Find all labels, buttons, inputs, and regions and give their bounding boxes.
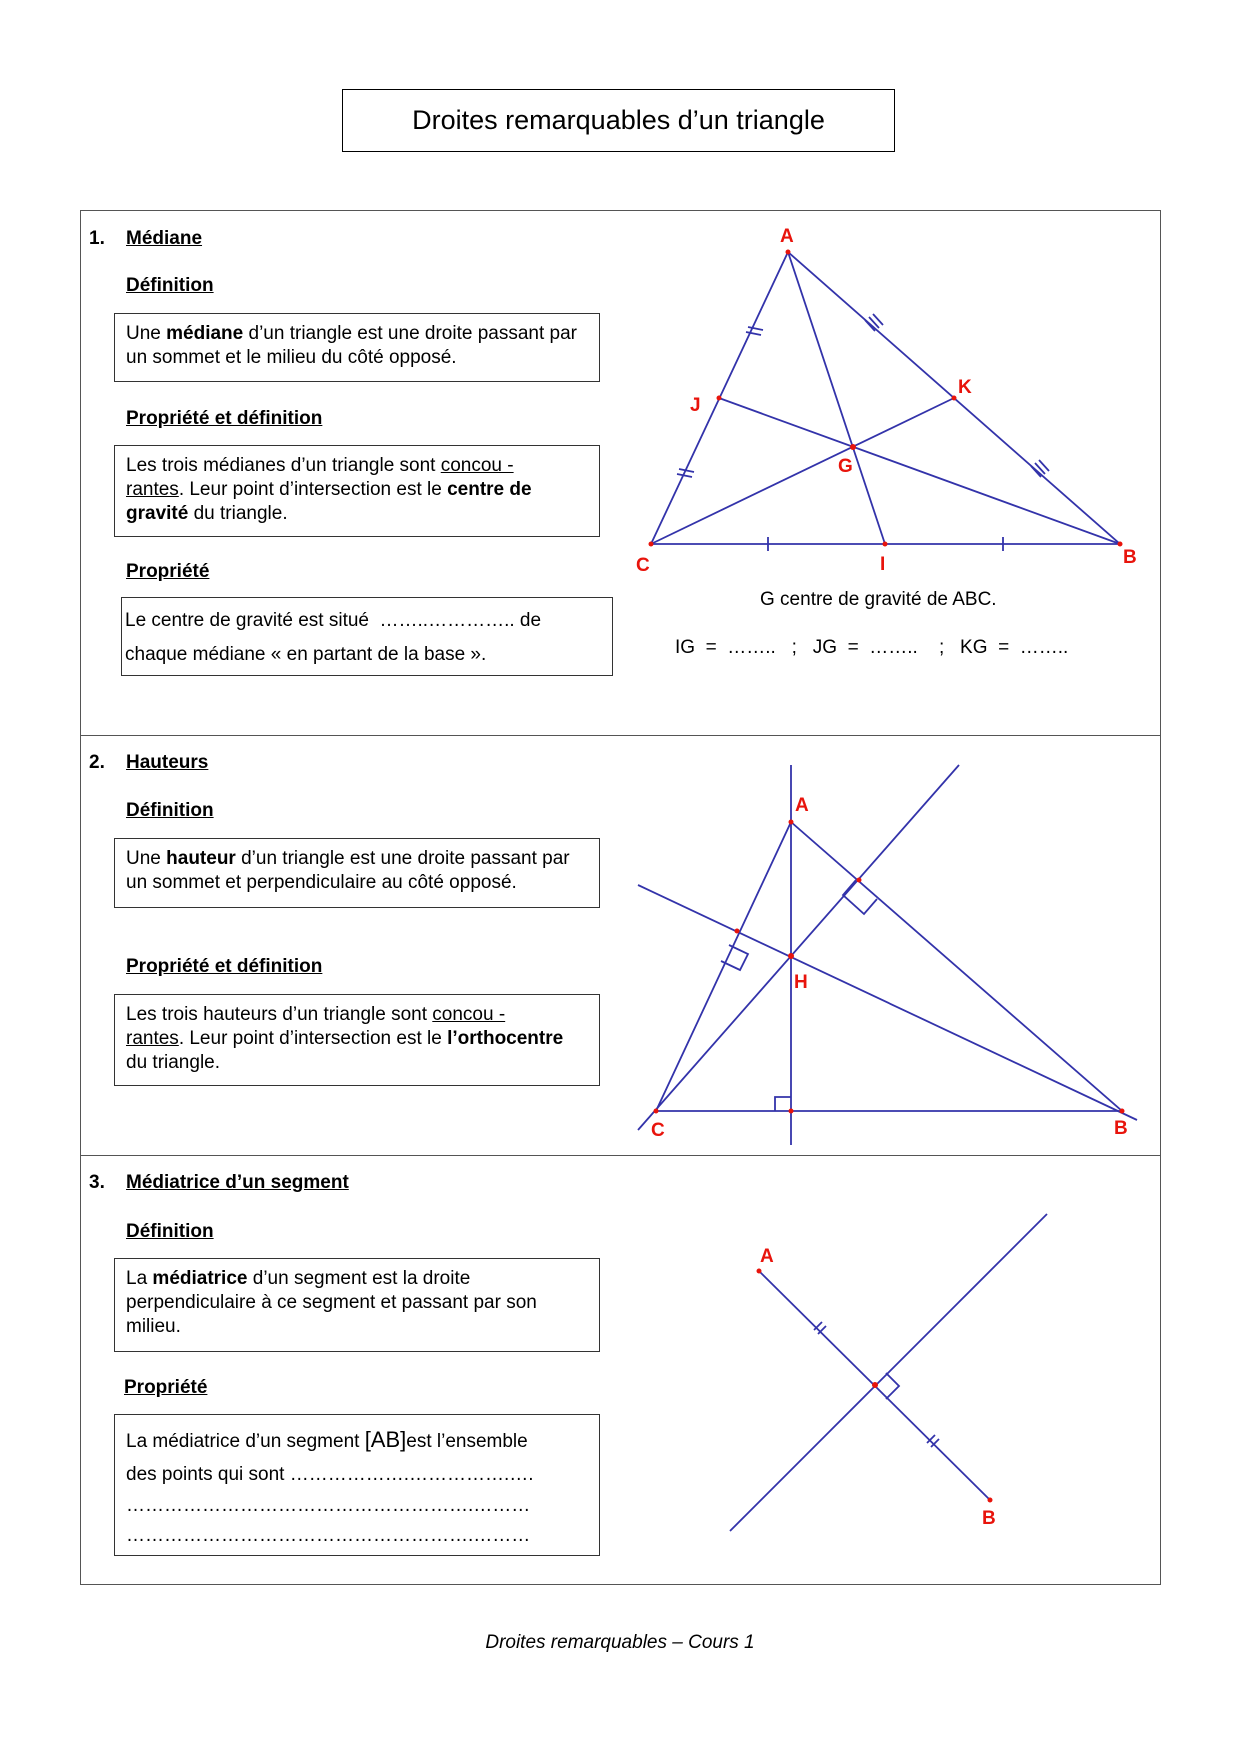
- fill-in-line: ……………………………………………….………: [126, 1495, 531, 1516]
- underlined-text: concou -: [432, 1004, 506, 1025]
- label-k: K: [958, 377, 972, 398]
- mediatrice-def-heading: Définition: [126, 1221, 214, 1242]
- text: d’un triangle est une droite passant par un sommet et le milieu du côté opposé.: [126, 323, 578, 368]
- label-b: B: [1123, 547, 1137, 568]
- text: La: [126, 1268, 153, 1289]
- label-j: J: [690, 395, 701, 416]
- label-a: A: [780, 226, 794, 247]
- text: Une: [126, 323, 167, 344]
- bold-term: hauteur: [166, 848, 236, 869]
- text: Une: [126, 848, 167, 869]
- section-number: 3.: [89, 1172, 105, 1193]
- mediatrice-prop-heading: Propriété: [124, 1377, 208, 1398]
- label-b: B: [982, 1508, 996, 1529]
- text: d’un triangle est une droite passant par un sommet et perpendiculaire au côté opposé.: [126, 848, 570, 893]
- fill-in-line: des points qui sont ……………….…………….….: [126, 1464, 534, 1485]
- text: du triangle.: [126, 1052, 221, 1073]
- text: d’un segment est la droite perpendiculaire à ce segment et passant par son milieu.: [126, 1268, 537, 1337]
- text: du triangle.: [188, 503, 288, 524]
- label-a: A: [760, 1246, 774, 1267]
- underlined-text: rantes: [126, 479, 179, 500]
- fill-in-line: ……………………………………………….………: [126, 1525, 531, 1546]
- bold-term: médiane: [166, 323, 244, 344]
- text: Les trois médianes d’un triangle sont: [126, 455, 441, 476]
- bold-term: centre de gravité: [126, 479, 532, 524]
- underlined-text: concou -: [440, 455, 514, 476]
- text: La médiatrice d’un segment: [126, 1431, 365, 1452]
- label-b: B: [1114, 1118, 1128, 1139]
- text: Les trois hauteurs d’un triangle sont: [126, 1004, 433, 1025]
- mediane-propdef-heading: Propriété et définition: [126, 408, 323, 429]
- label-i: I: [880, 554, 886, 575]
- text: est l’ensemble: [406, 1431, 528, 1452]
- mediane-def-heading: Définition: [126, 275, 214, 296]
- section-label: Médiatrice d’un segment: [126, 1172, 349, 1193]
- label-c: C: [636, 555, 650, 576]
- text: . Leur point d’intersection est le: [178, 1028, 448, 1049]
- section-label: Hauteurs: [126, 752, 209, 773]
- text: chaque médiane « en partant de la base ».: [125, 644, 487, 665]
- mediane-prop-heading: Propriété: [126, 561, 210, 582]
- underlined-text: rantes: [126, 1028, 179, 1049]
- segment-notation: [AB]: [364, 1427, 407, 1452]
- page-title: Droites remarquables d’un triangle: [342, 89, 895, 152]
- section-number: 2.: [89, 752, 105, 773]
- perpendicular-bisector: [730, 1214, 1047, 1531]
- centroid-caption: G centre de gravité de ABC.: [760, 589, 997, 610]
- bold-term: l’orthocentre: [447, 1028, 564, 1049]
- label-a: A: [795, 795, 809, 816]
- centroid-fill-in: IG = …….. ; JG = …….. ; KG = ……..: [675, 637, 1069, 658]
- fill-in-line: Le centre de gravité est situé ……..………….. de: [125, 610, 542, 631]
- page-footer: Droites remarquables – Cours 1: [485, 1632, 755, 1653]
- label-c: C: [651, 1120, 665, 1141]
- text: . Leur point d’intersection est le: [178, 479, 448, 500]
- hauteurs-propdef-heading: Propriété et définition: [126, 956, 323, 977]
- label-h: H: [794, 972, 808, 993]
- hauteurs-def-heading: Définition: [126, 800, 214, 821]
- section-label: Médiane: [126, 228, 203, 249]
- label-g: G: [838, 456, 853, 477]
- bold-term: médiatrice: [152, 1268, 248, 1289]
- section-number: 1.: [89, 228, 105, 249]
